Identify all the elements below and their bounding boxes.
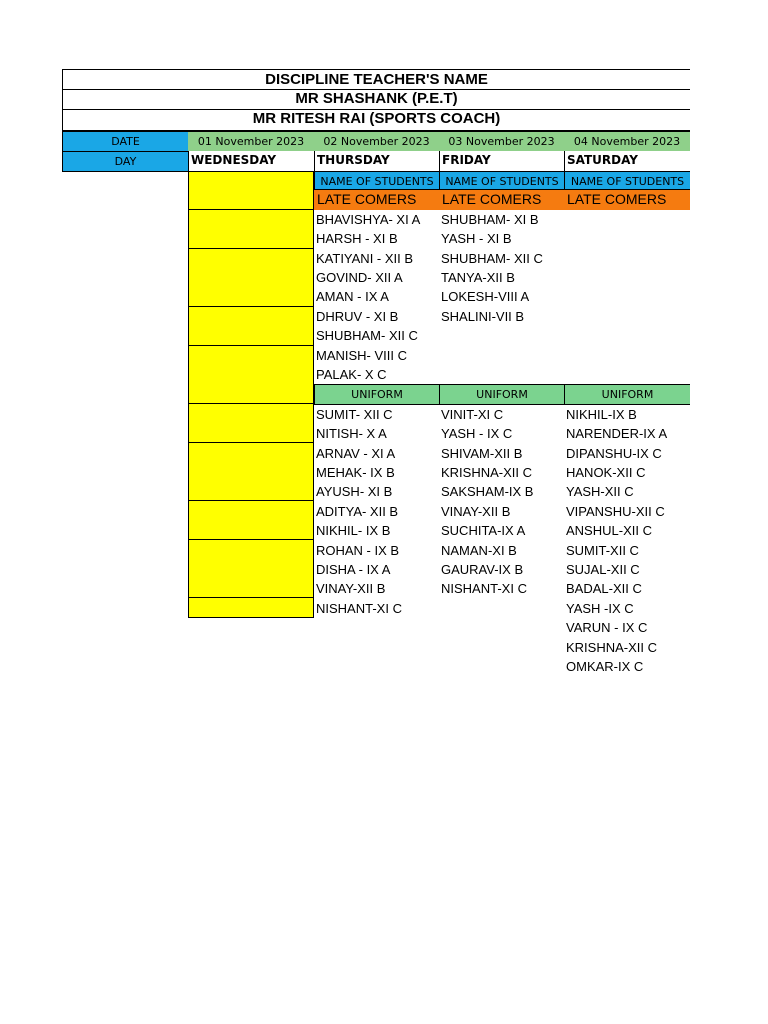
names-header: NAME OF STUDENTS	[439, 171, 564, 190]
uniform-header: UNIFORM	[439, 384, 564, 404]
empty-cell[interactable]	[188, 365, 314, 385]
empty-cell[interactable]	[188, 171, 314, 191]
late-comers-header: LATE COMERS	[564, 190, 690, 209]
empty-cell[interactable]	[188, 249, 314, 269]
day-cell: FRIDAY	[439, 151, 564, 171]
student-name: MEHAK- IX B	[316, 465, 395, 480]
sheet-title: DISCIPLINE TEACHER'S NAME	[62, 69, 690, 90]
empty-cell[interactable]	[188, 268, 314, 288]
names-header: NAME OF STUDENTS	[564, 171, 690, 190]
student-name: SHIVAM-XII B	[441, 445, 523, 461]
student-name: KATIYANI - XII B	[316, 250, 414, 266]
teacher-name-1: MR SHASHANK (P.E.T)	[62, 89, 690, 110]
student-name: OMKAR-IX C	[566, 659, 644, 674]
student-name: SHUBHAM- XII C	[316, 328, 418, 344]
student-name: SUMIT- XII C	[316, 406, 393, 422]
student-name: VINAY-XII B	[441, 503, 511, 519]
student-name: VIPANSHU-XII C	[566, 503, 665, 519]
student-name: ARNAV - XI A	[316, 445, 396, 461]
student-name: YASH - XI B	[441, 231, 512, 247]
student-name: KRISHNA-XII C	[441, 465, 533, 480]
student-name: SUCHITA-IX A	[441, 523, 526, 539]
empty-cell[interactable]	[188, 443, 314, 463]
empty-cell[interactable]	[188, 481, 314, 501]
student-name: VINIT-XI C	[441, 406, 504, 422]
student-name: NISHANT-XI C	[441, 581, 527, 597]
day-cell: WEDNESDAY	[188, 151, 314, 171]
student-name: BHAVISHYA- XI A	[316, 211, 421, 227]
date-cell: 02 November 2023	[314, 131, 439, 151]
student-name: BADAL-XII C	[566, 581, 642, 597]
empty-cell[interactable]	[188, 384, 314, 404]
empty-cell[interactable]	[188, 190, 314, 210]
student-name: SHUBHAM- XI B	[441, 211, 539, 227]
empty-cell[interactable]	[188, 229, 314, 249]
student-name: NIKHIL-IX B	[566, 406, 637, 422]
empty-cell[interactable]	[188, 404, 314, 424]
student-name: NISHANT-XI C	[316, 600, 402, 616]
late-comers-header: LATE COMERS	[314, 190, 439, 209]
student-name: ADITYA- XII B	[316, 503, 399, 519]
student-name: HANOK-XII C	[566, 465, 646, 480]
student-name: YASH - IX C	[441, 426, 513, 442]
student-name: ANSHUL-XII C	[566, 523, 652, 539]
student-name: YASH -IX C	[566, 600, 634, 616]
student-name: PALAK- X C	[316, 367, 387, 382]
date-cell: 01 November 2023	[188, 131, 314, 151]
student-name: SHUBHAM- XII C	[441, 250, 543, 266]
student-name: ROHAN - IX B	[316, 542, 400, 558]
student-name: NARENDER-IX A	[566, 426, 668, 442]
student-name: YASH-XII C	[566, 484, 634, 500]
student-name: VARUN - IX C	[566, 620, 648, 636]
date-label: DATE	[62, 131, 189, 152]
day-cell: SATURDAY	[564, 151, 690, 171]
empty-cell[interactable]	[188, 598, 314, 618]
student-name: NIKHIL- IX B	[316, 523, 391, 539]
student-name: VINAY-XII B	[316, 581, 386, 597]
student-name: SAKSHAM-IX B	[441, 484, 534, 500]
student-name: KRISHNA-XII C	[566, 639, 658, 655]
student-name: DISHA - IX A	[316, 562, 391, 577]
uniform-header: UNIFORM	[564, 384, 690, 404]
empty-cell[interactable]	[188, 423, 314, 443]
empty-cell[interactable]	[188, 326, 314, 346]
student-name: NITISH- X A	[316, 426, 387, 442]
empty-cell[interactable]	[188, 559, 314, 579]
empty-cell[interactable]	[188, 520, 314, 540]
student-name: AMAN - IX A	[316, 289, 389, 305]
student-name: HARSH - XI B	[316, 231, 398, 247]
uniform-header: UNIFORM	[314, 384, 439, 404]
student-name: GOVIND- XII A	[316, 270, 403, 285]
empty-cell[interactable]	[188, 501, 314, 521]
student-name: MANISH- VIII C	[316, 347, 408, 363]
empty-cell[interactable]	[188, 346, 314, 366]
student-name: LOKESH-VIII A	[441, 289, 530, 305]
student-name: DHRUV - XI B	[316, 308, 399, 324]
student-name: AYUSH- XI B	[316, 484, 393, 500]
student-name: SUMIT-XII C	[566, 542, 639, 558]
empty-cell[interactable]	[188, 287, 314, 307]
student-name: SHALINI-VII B	[441, 308, 525, 324]
student-name: SUJAL-XII C	[566, 562, 640, 577]
empty-cell[interactable]	[188, 462, 314, 482]
student-name: DIPANSHU-IX C	[566, 445, 662, 461]
empty-cell[interactable]	[188, 578, 314, 598]
names-header: NAME OF STUDENTS	[314, 171, 439, 190]
date-cell: 04 November 2023	[564, 131, 690, 151]
teacher-name-2: MR RITESH RAI (SPORTS COACH)	[62, 109, 690, 131]
date-cell: 03 November 2023	[439, 131, 564, 151]
day-cell: THURSDAY	[314, 151, 439, 171]
student-name: TANYA-XII B	[441, 270, 515, 285]
empty-cell[interactable]	[188, 307, 314, 327]
day-label: DAY	[62, 151, 189, 172]
late-comers-header: LATE COMERS	[439, 190, 564, 209]
empty-cell[interactable]	[188, 210, 314, 230]
empty-cell[interactable]	[188, 540, 314, 560]
student-name: GAURAV-IX B	[441, 562, 524, 577]
student-name: NAMAN-XI B	[441, 542, 517, 558]
